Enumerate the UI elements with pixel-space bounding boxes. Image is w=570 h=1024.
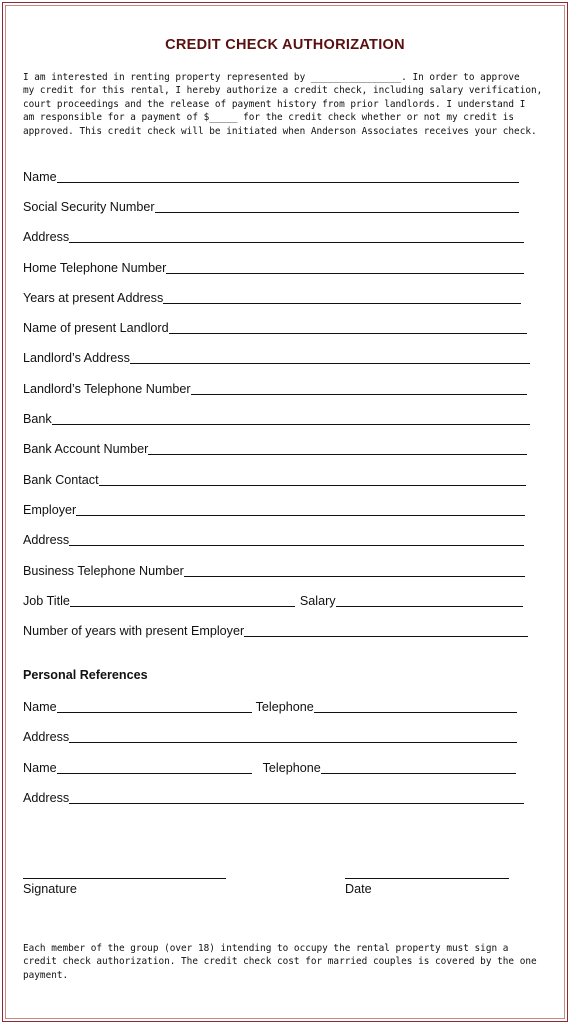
footer-note: Each member of the group (over 18) intending to occupy the rental property must sign a credit check authorization. The credit check cost for married couples is covered by the one payment. [23, 943, 537, 981]
bank-contact-line[interactable] [99, 472, 526, 486]
job-title-line[interactable] [70, 593, 295, 607]
landlord-address-label: Landlord’s Address [23, 351, 130, 365]
signature-line[interactable] [23, 878, 226, 879]
signature-label: Signature [23, 882, 77, 896]
ref2-name-label: Name [23, 761, 57, 775]
ssn-field[interactable] [23, 198, 519, 216]
landlord-phone-line[interactable] [191, 381, 527, 395]
employer-field[interactable] [23, 501, 525, 519]
ref1-address-label: Address [23, 730, 70, 744]
date-line[interactable] [345, 878, 509, 879]
employer-label: Employer [23, 503, 77, 517]
document-title: CREDIT CHECK AUTHORIZATION [165, 37, 405, 53]
reference-1-name-phone[interactable] [23, 698, 517, 716]
references-heading: Personal References [23, 668, 148, 682]
name-field[interactable] [23, 168, 519, 186]
date-label: Date [345, 882, 372, 896]
bank-field[interactable] [23, 410, 530, 428]
landlord-name-label: Name of present Landlord [23, 321, 169, 335]
address-label: Address [23, 230, 70, 244]
ref2-name-line[interactable] [57, 760, 252, 774]
reference-1-address[interactable] [23, 728, 517, 746]
home-phone-line[interactable] [166, 260, 524, 274]
ref1-name-line[interactable] [57, 699, 252, 713]
years-employer-label: Number of years with present Employer [23, 624, 245, 638]
bank-label: Bank [23, 412, 52, 426]
ref2-address-line[interactable] [69, 790, 524, 804]
ref1-phone-label: Telephone [255, 700, 314, 714]
ref1-phone-line[interactable] [314, 699, 517, 713]
years-employer-line[interactable] [244, 623, 528, 637]
bank-contact-label: Bank Contact [23, 473, 99, 487]
ref2-address-label: Address [23, 791, 70, 805]
business-phone-line[interactable] [184, 563, 525, 577]
ref2-phone-label: Telephone [262, 761, 321, 775]
ssn-label: Social Security Number [23, 200, 155, 214]
years-address-label: Years at present Address [23, 291, 164, 305]
job-title-salary-field[interactable] [23, 592, 523, 610]
landlord-phone-label: Landlord’s Telephone Number [23, 382, 191, 396]
address-field[interactable] [23, 228, 524, 246]
employer-line[interactable] [76, 502, 525, 516]
bank-account-line[interactable] [148, 441, 527, 455]
salary-line[interactable] [336, 593, 523, 607]
business-phone-label: Business Telephone Number [23, 564, 184, 578]
address-line[interactable] [69, 229, 524, 243]
bank-account-field[interactable] [23, 440, 527, 458]
ref2-phone-line[interactable] [321, 760, 516, 774]
landlord-address-line[interactable] [130, 350, 530, 364]
years-address-line[interactable] [163, 290, 521, 304]
landlord-address-field[interactable] [23, 349, 530, 367]
employer-address-field[interactable] [23, 531, 524, 549]
bank-line[interactable] [52, 411, 530, 425]
ssn-line[interactable] [155, 199, 519, 213]
landlord-phone-field[interactable] [23, 380, 527, 398]
home-phone-field[interactable] [23, 259, 524, 277]
landlord-name-line[interactable] [169, 320, 527, 334]
name-label: Name [23, 170, 57, 184]
reference-2-address[interactable] [23, 789, 524, 807]
landlord-name-field[interactable] [23, 319, 527, 337]
employer-address-line[interactable] [69, 532, 524, 546]
employer-address-label: Address [23, 533, 70, 547]
ref1-name-label: Name [23, 700, 57, 714]
ref1-address-line[interactable] [69, 729, 517, 743]
years-employer-field[interactable] [23, 622, 528, 640]
reference-2-name-phone[interactable] [23, 759, 516, 777]
name-line[interactable] [57, 169, 519, 183]
job-title-label: Job Title [23, 594, 70, 608]
bank-account-label: Bank Account Number [23, 442, 149, 456]
salary-label: Salary [299, 594, 336, 608]
years-address-field[interactable] [23, 289, 521, 307]
intro-paragraph: I am interested in renting property represented by ________________. In order to approve my credit for this rental, I hereby authorize a credit check, including salary verification, court proceedings and the release of payment history from prior landlords. I understand I am responsible for a payment of $_____ for the credit check whether or not my credit is approved. This credit check will be initiated when Anderson Associates receives your check. [23, 72, 543, 137]
business-phone-field[interactable] [23, 562, 525, 580]
home-phone-label: Home Telephone Number [23, 261, 167, 275]
bank-contact-field[interactable] [23, 471, 526, 489]
